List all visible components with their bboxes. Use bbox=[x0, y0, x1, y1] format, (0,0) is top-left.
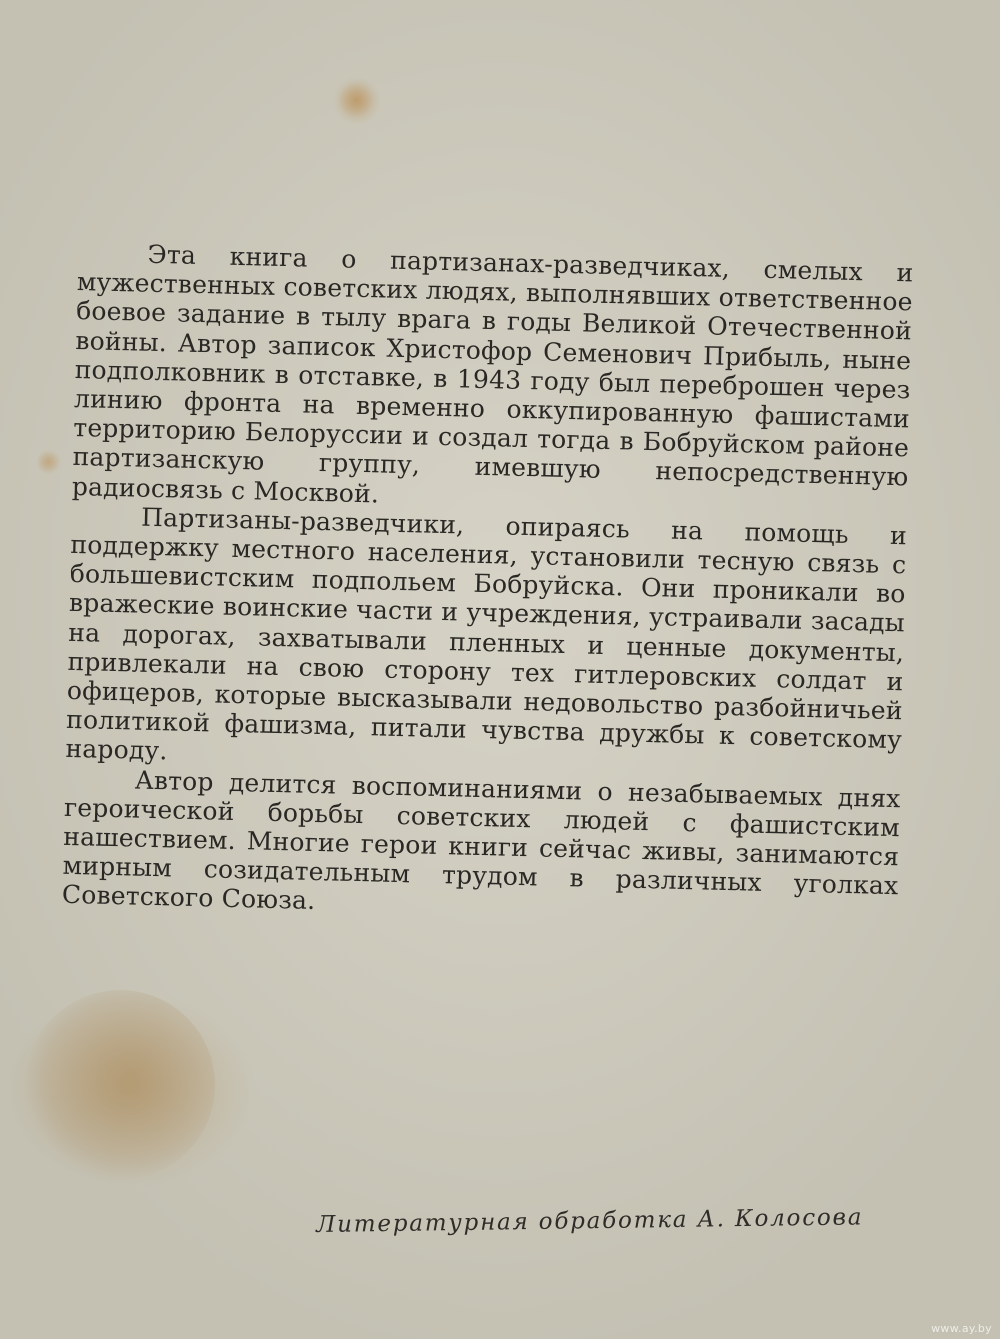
paragraph-1: Эта книга о партизанах-разведчиках, смелых и мужественных советских людях, выполнявших ответственное боевое задание в тылу врага в годы Великой Отечественной войны. Автор записок Христофор Семенович Прибыль, ныне подполковник в отставке, в 1943 году был переброшен через линию фронта на временно оккупированную фашистами территорию Белоруссии и создал тогда в Бобруйском районе партизанскую группу, имевшую непосредственную радиосвязь с Москвой. bbox=[71, 239, 914, 509]
paragraph-2: Партизаны-разведчики, опираясь на помощь и поддержку местного населения, установили тесную связь с большевистским подпольем Бобруйска. Они проникали во вражеские воинские части и учреждения, устраивали засады на дорогах, захватывали пленных и ценные документы, привлекали на свою сторону тех гитлеровских солдат и офицеров, которые высказывали недовольство разбойничьей политикой фашизма, питали чувства дружбы к советскому народу. bbox=[65, 502, 908, 766]
ink-spot bbox=[333, 76, 381, 126]
paper-spot bbox=[36, 448, 62, 476]
paragraph-3: Автор делится воспоминаниями о незабываемых днях героической борьбы советских людей с фашистским нашествием. Многие герои книги сейчас живы, занимаются мирным созидательным трудом в различных уголках Советского Союза. bbox=[61, 765, 901, 916]
water-stain bbox=[25, 990, 215, 1180]
annotation-text bbox=[62, 238, 914, 930]
site-watermark: www.ay.by bbox=[931, 1322, 992, 1335]
literary-credit: Литературная обработка А. Колосова bbox=[316, 1204, 864, 1238]
